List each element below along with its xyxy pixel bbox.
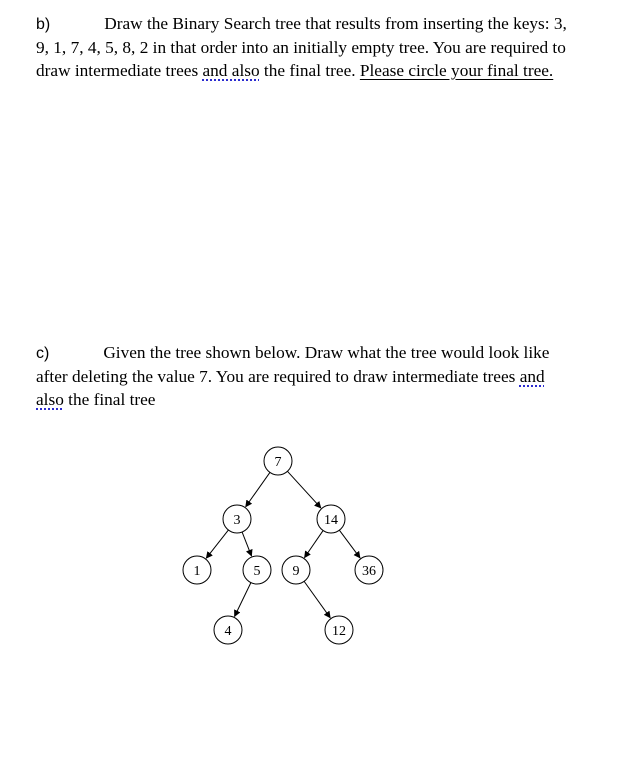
tree-edge-n3-n5 [242, 532, 251, 556]
tree-node-label: 12 [332, 624, 346, 639]
question-c-label: c) [36, 345, 50, 362]
tree-node-label: 3 [233, 513, 241, 528]
tree-node-36 [355, 556, 383, 584]
tree-edge-n9-n12 [304, 581, 330, 617]
question-c-text-1: Given the tree shown below. Draw what the tree would look like [103, 343, 550, 362]
tree-edge-n3-n1 [206, 530, 228, 558]
tree-node-1 [183, 556, 211, 584]
question-c-text-2: after deleting the value 7. You are required to draw intermediate trees [36, 367, 520, 386]
tree-node-4 [214, 616, 242, 644]
tree-edge-n7-n14 [287, 471, 320, 508]
question-b-text-3a: draw intermediate trees [36, 61, 203, 80]
question-b-and-also: and also [202, 61, 260, 80]
tree-node-label: 5 [253, 564, 261, 579]
tree-edge-n5-n4 [235, 583, 251, 617]
question-b-label: b) [36, 16, 51, 33]
tree-node-5 [243, 556, 271, 584]
question-b-line-2: 9, 1, 7, 4, 5, 8, 2 in that order into an initially empty tree. You are required to [36, 38, 566, 57]
tree-node-label: 1 [193, 564, 201, 579]
question-c-text-3: the final tree [63, 390, 156, 409]
tree-node-label: 9 [292, 564, 300, 579]
tree-node-14 [317, 505, 345, 533]
tree-node-label: 7 [274, 455, 282, 470]
question-b-text-3b: the final tree. [259, 61, 360, 80]
tree-node-label: 14 [324, 513, 338, 528]
tree-node-9 [282, 556, 310, 584]
tree-node-7 [264, 447, 292, 475]
tree-edge-n14-n9 [304, 531, 323, 558]
tree-node-label: 36 [362, 564, 376, 579]
tree-edge-n7-n3 [246, 472, 270, 506]
question-b-circle-instruction: Please circle your final tree. [359, 61, 554, 80]
tree-node-label: 4 [224, 624, 232, 639]
tree-node-3 [223, 505, 251, 533]
tree-node-12 [325, 616, 353, 644]
question-c-and: and [519, 367, 545, 386]
question-b-text-1: Draw the Binary Search tree that results from inserting the keys: 3, [104, 14, 567, 33]
tree-edge-n14-n36 [339, 530, 360, 558]
question-c-also: also [36, 390, 64, 409]
